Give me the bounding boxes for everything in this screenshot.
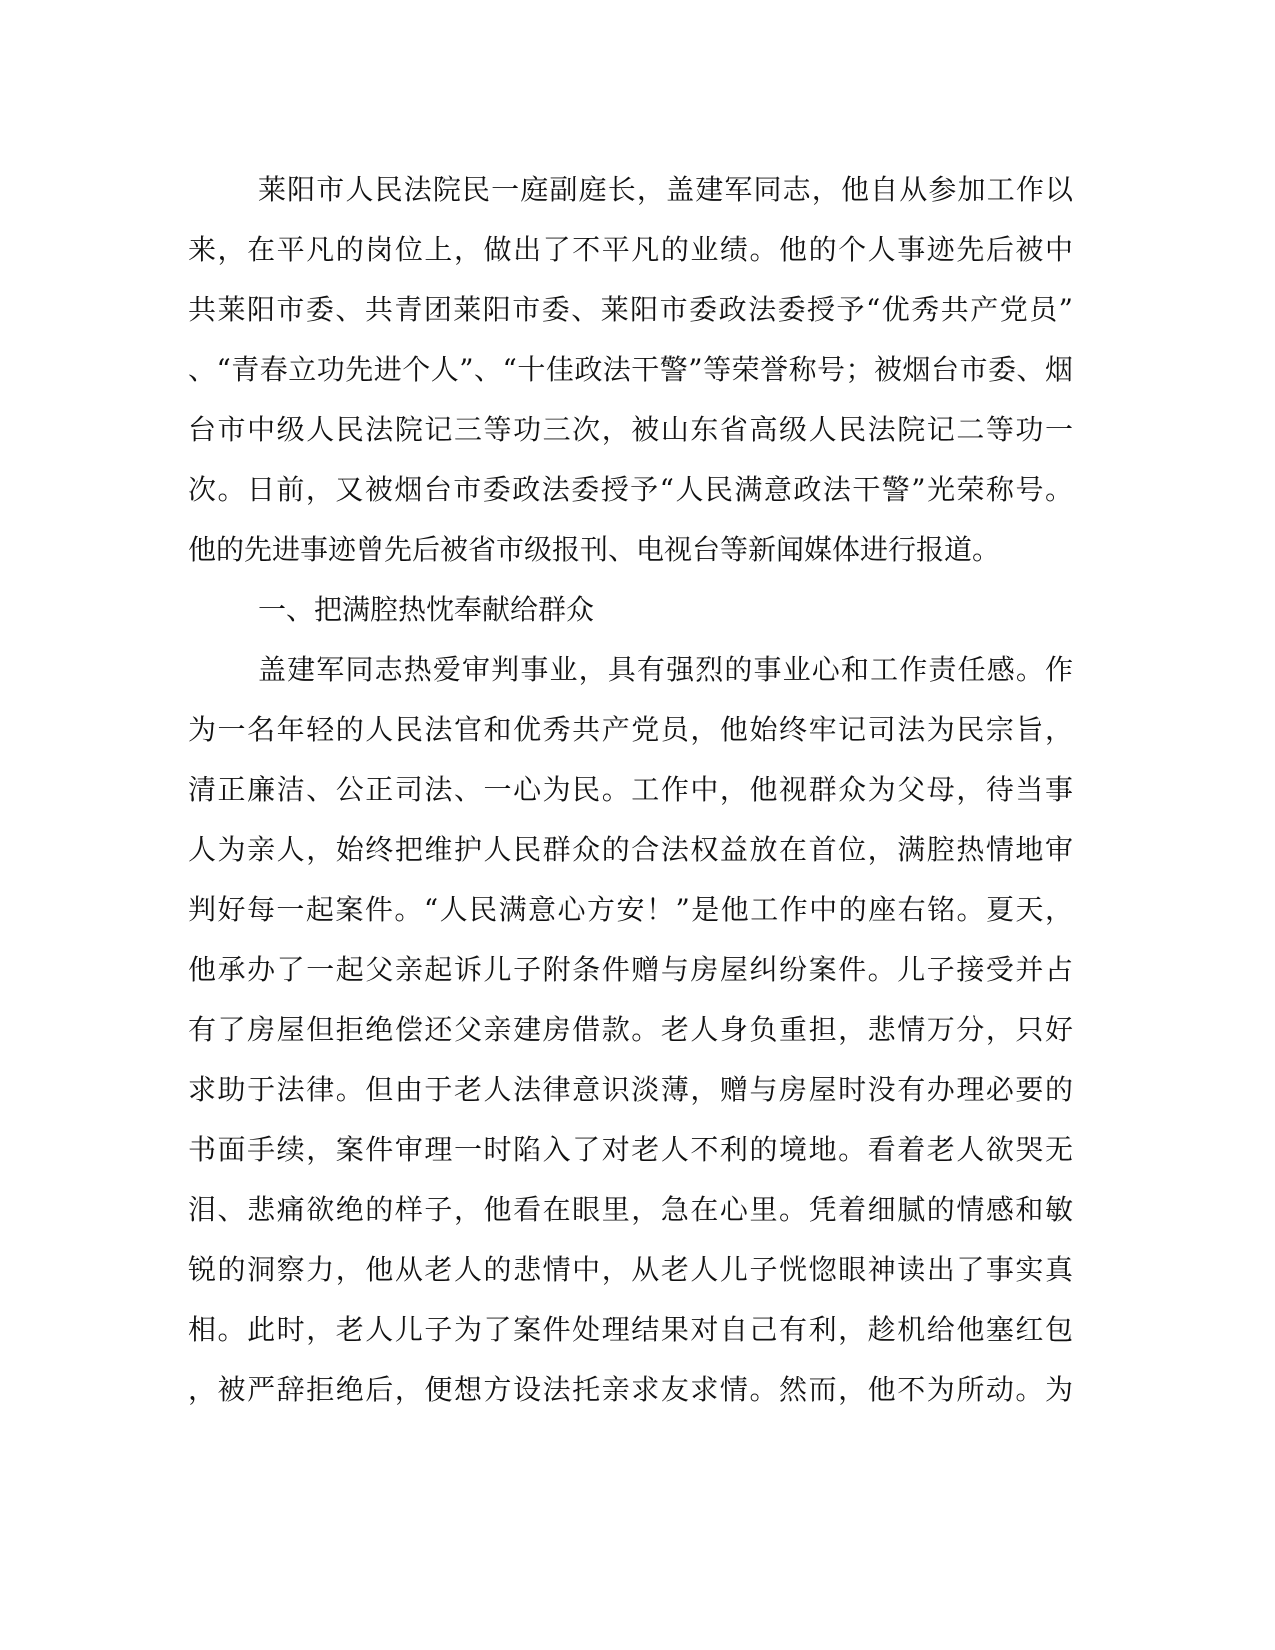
section-heading: 一、把满腔热忱奉献给群众 bbox=[258, 593, 595, 626]
paragraph-1-line-1: 莱阳市人民法院民一庭副庭长，盖建军同志，他自从参加工作以 bbox=[258, 173, 1073, 206]
paragraph-2-line-13: ，被严辞拒绝后，便想方设法托亲求友求情。然而，他不为所动。为 bbox=[188, 1373, 1073, 1406]
paragraph-2-line-3: 清正廉洁、公正司法、一心为民。工作中，他视群众为父母，待当事 bbox=[188, 773, 1073, 806]
body-text bbox=[188, 160, 1073, 1420]
paragraph-2-line-12: 相。此时，老人儿子为了案件处理结果对自己有利，趁机给他塞红包 bbox=[188, 1313, 1073, 1346]
paragraph-1-line-7: 他的先进事迹曾先后被省市级报刊、电视台等新闻媒体进行报道。 bbox=[188, 533, 1001, 566]
paragraph-2-line-11: 锐的洞察力，他从老人的悲情中，从老人儿子恍惚眼神读出了事实真 bbox=[188, 1253, 1073, 1286]
paragraph-2-line-8: 求助于法律。但由于老人法律意识淡薄，赠与房屋时没有办理必要的 bbox=[188, 1073, 1073, 1106]
paragraph-1-line-6: 次。日前，又被烟台市委政法委授予“人民满意政法干警”光荣称号。 bbox=[188, 473, 1073, 506]
paragraph-1-line-4: 、“青春立功先进个人”、“十佳政法干警”等荣誉称号；被烟台市委、烟 bbox=[188, 353, 1073, 386]
paragraph-1-line-3: 共莱阳市委、共青团莱阳市委、莱阳市委政法委授予“优秀共产党员” bbox=[188, 293, 1073, 326]
paragraph-2-line-7: 有了房屋但拒绝偿还父亲建房借款。老人身负重担，悲情万分，只好 bbox=[188, 1013, 1073, 1046]
paragraph-2-line-6: 他承办了一起父亲起诉儿子附条件赠与房屋纠纷案件。儿子接受并占 bbox=[188, 953, 1073, 986]
paragraph-2-line-2: 为一名年轻的人民法官和优秀共产党员，他始终牢记司法为民宗旨， bbox=[188, 713, 1073, 746]
paragraph-2-line-1: 盖建军同志热爱审判事业，具有强烈的事业心和工作责任感。作 bbox=[258, 653, 1073, 686]
paragraph-2-line-5: 判好每一起案件。“人民满意心方安！”是他工作中的座右铭。夏天， bbox=[188, 893, 1073, 926]
paragraph-2-line-9: 书面手续，案件审理一时陷入了对老人不利的境地。看着老人欲哭无 bbox=[188, 1133, 1073, 1166]
paragraph-2-line-4: 人为亲人，始终把维护人民群众的合法权益放在首位，满腔热情地审 bbox=[188, 833, 1073, 866]
paragraph-1-line-2: 来，在平凡的岗位上，做出了不平凡的业绩。他的个人事迹先后被中 bbox=[188, 233, 1073, 266]
paragraph-1-line-5: 台市中级人民法院记三等功三次，被山东省高级人民法院记二等功一 bbox=[188, 413, 1073, 446]
paragraph-2-line-10: 泪、悲痛欲绝的样子，他看在眼里，急在心里。凭着细腻的情感和敏 bbox=[188, 1193, 1073, 1226]
